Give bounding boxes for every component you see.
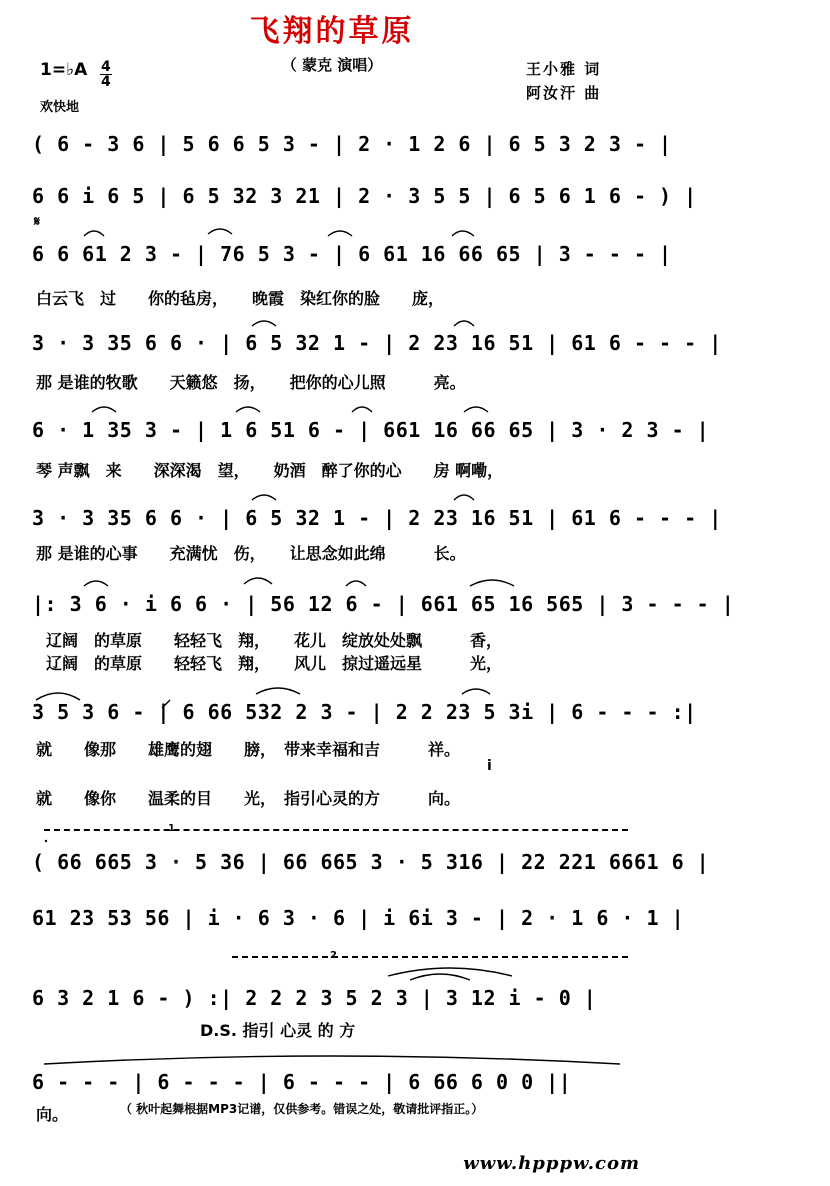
slur <box>84 231 104 236</box>
notation-line-10: 61 23 53 56 | i · 6 3 · 6 | i 6i 3 - | 2 · 1 6 · 1 | <box>32 906 685 930</box>
lyric-line-8: 就 像你 温柔的目 光， 指引心灵的方 向。 <box>36 789 461 808</box>
long-tie <box>44 1056 620 1064</box>
slur <box>208 229 232 234</box>
composer-credit: 阿汝汗 曲 <box>526 84 602 102</box>
website-watermark: www.hpppw.com <box>463 1153 640 1174</box>
notation-line-3: 6 6 61 2 3 - | 76 5 3 - | 6 61 16 66 65 | 3 - - - | <box>32 242 672 266</box>
slur <box>454 321 474 326</box>
dot <box>45 840 47 842</box>
volta-2-label: 2 <box>330 950 337 961</box>
slur <box>470 580 514 586</box>
lyric-line-6: 辽阔 的草原 轻轻飞 翔， 风儿 掠过遥远星 光， <box>46 654 503 673</box>
volta-1-label: 1 <box>168 823 175 834</box>
slur <box>92 407 116 412</box>
slur <box>328 231 352 236</box>
slur <box>252 495 276 500</box>
notation-line-6: 3 · 3 35 6 6 · | 6 5 32 1 - | 2 23 16 51 | 61 6 - - - | <box>32 506 722 530</box>
lyric-line-1: 白云飞 过 你的毡房， 晚霞 染红你的脸 庞， <box>36 289 445 308</box>
transcription-note: （ 秋叶起舞根据MP3记谱，仅供参考。错误之处，敬请批评指正。） <box>120 1102 484 1116</box>
slur <box>352 407 372 412</box>
notation-line-1: ( 6 - 3 6 | 5 6 6 5 3 - | 2 · 1 2 6 | 6 5 3 2 3 - | <box>32 132 672 156</box>
lyric-line-4: 那 是谁的心事 充满忧 伤， 让思念如此绵 长。 <box>36 544 466 563</box>
lyric-line-final: 向。 <box>36 1105 69 1124</box>
time-signature-bottom: 4 <box>101 74 111 90</box>
notation-line-4: 3 · 3 35 6 6 · | 6 5 32 1 - | 2 23 16 51 | 61 6 - - - | <box>32 331 722 355</box>
notation-line-2: 6 6 i 6 5 | 6 5 32 3 21 | 2 · 3 5 5 | 6 5 6 1 6 - ) | <box>32 184 697 208</box>
notation-line-7: |: 3 6 · i 6 6 · | 56 12 6 - | 661 65 16 565 | 3 - - - | <box>32 592 735 616</box>
lyric-line-ds: D.S. 指引 心灵 的 方 <box>200 1021 356 1040</box>
song-title: 飞翔的草原 <box>249 14 415 49</box>
lyric-line-7: 就 像那 雄鹰的翅 膀， 带来幸福和吉 祥。 <box>36 740 461 759</box>
key-signature: 1=♭A <box>40 60 88 80</box>
segno-sign: 𝄋 <box>34 214 41 230</box>
slur <box>256 688 300 694</box>
time-signature-top: 4 <box>101 59 111 75</box>
notation-line-9: ( 66 665 3 · 5 36 | 66 665 3 · 5 316 | 22 221 6661 6 | <box>32 850 710 874</box>
high-i-marker: i <box>487 758 492 774</box>
lyricist-credit: 王小雅 词 <box>526 60 602 78</box>
slur <box>454 495 474 500</box>
tie <box>410 974 470 980</box>
lyric-line-3: 琴 声飘 来 深深渴 望， 奶酒 醉了你的心 房 啊嘞， <box>36 461 504 480</box>
slur <box>36 693 80 700</box>
notation-line-8: 3 5 3 6 - | 6 66 532 2 3 - | 2 2 23 5 3i | 6 - - - :| <box>32 700 697 724</box>
notation-line-12: 6 - - - | 6 - - - | 6 - - - | 6 66 6 0 0 || <box>32 1070 572 1094</box>
slur <box>84 581 108 586</box>
lyric-line-5: 辽阔 的草原 轻轻飞 翔， 花儿 绽放处处飘 香， <box>46 631 503 650</box>
slur <box>462 689 490 694</box>
slur <box>252 321 276 326</box>
lyric-line-2: 那 是谁的牧歌 天籁悠 扬， 把你的心儿照 亮。 <box>36 373 466 392</box>
gliss-mark <box>162 700 170 708</box>
tempo-marking: 欢快地 <box>40 100 80 115</box>
slur <box>464 407 488 412</box>
notation-line-11: 6 3 2 1 6 - ) :| 2 2 2 3 5 2 3 | 3 12 i - 0 | <box>32 986 597 1010</box>
notation-line-5: 6 · 1 35 3 - | 1 6 51 6 - | 661 16 66 65 | 3 · 2 3 - | <box>32 418 710 442</box>
slur <box>244 578 272 584</box>
slur <box>346 581 366 586</box>
slur <box>236 407 260 412</box>
performer-credit: （ 蒙克 演唱） <box>281 56 383 74</box>
slur <box>452 231 474 236</box>
